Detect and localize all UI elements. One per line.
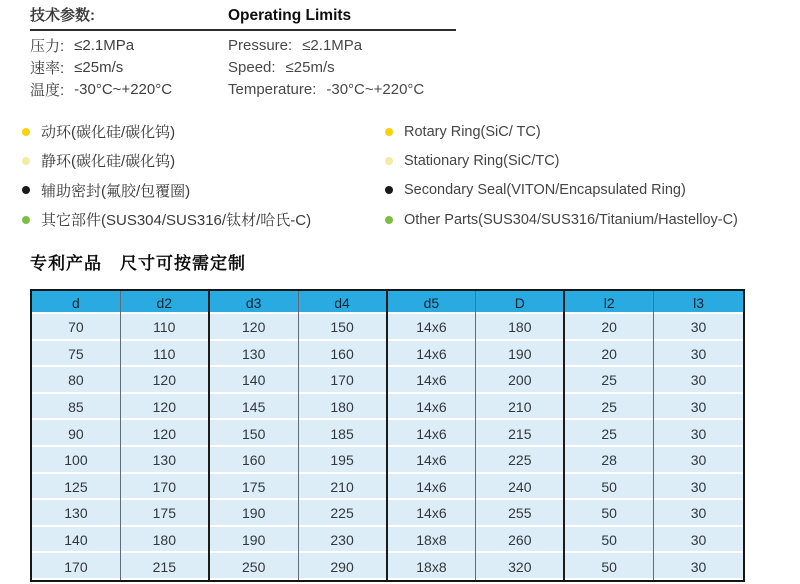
column-header: l2 [565, 291, 654, 314]
limit-label-en: Pressure: [228, 36, 293, 54]
column-header: d4 [299, 291, 388, 314]
bullet-dot-icon [22, 128, 30, 136]
material-item [385, 146, 738, 175]
table-cell: 180 [299, 394, 388, 421]
table-row [32, 394, 743, 421]
limit-row [30, 78, 456, 100]
limit-value-en: -30°C~+220°C [326, 80, 425, 98]
table-heading: 专利产品 尺寸可按需定制 [30, 254, 246, 273]
material-label-zh: 其它部件(SUS304/SUS316/钛材/哈氏-C) [41, 212, 312, 230]
table-cell: 170 [121, 474, 210, 501]
bullet-dot-icon [385, 186, 393, 194]
material-item [22, 205, 311, 234]
material-label-zh: 动环(碳化硅/碳化钨) [41, 124, 176, 142]
limit-label-zh: 温度: [30, 81, 65, 99]
table-row [32, 367, 743, 394]
dimension-table [30, 289, 745, 582]
table-cell: 180 [476, 314, 565, 341]
limit-row [30, 34, 456, 56]
table-cell: 30 [654, 367, 743, 394]
table-cell: 50 [565, 500, 654, 527]
column-header: d [32, 291, 121, 314]
table-cell: 14x6 [388, 341, 477, 368]
table-cell: 110 [121, 314, 210, 341]
table-cell: 255 [476, 500, 565, 527]
table-row [32, 314, 743, 341]
table-cell: 30 [654, 420, 743, 447]
table-cell: 30 [654, 527, 743, 554]
table-cell: 250 [210, 553, 299, 580]
table-cell: 170 [299, 367, 388, 394]
table-cell: 100 [32, 447, 121, 474]
bullet-dot-icon [385, 128, 393, 136]
table-cell: 28 [565, 447, 654, 474]
table-cell: 20 [565, 314, 654, 341]
table-cell: 185 [299, 420, 388, 447]
column-header: l3 [654, 291, 743, 314]
table-cell: 30 [654, 314, 743, 341]
table-cell: 225 [476, 447, 565, 474]
table-cell: 145 [210, 394, 299, 421]
table-cell: 150 [299, 314, 388, 341]
table-header-row [32, 291, 743, 314]
table-cell: 50 [565, 474, 654, 501]
materials-section [0, 117, 800, 237]
limit-en-cell [228, 37, 456, 54]
table-row [32, 420, 743, 447]
table-cell: 175 [210, 474, 299, 501]
table-cell: 25 [565, 420, 654, 447]
table-cell: 30 [654, 553, 743, 580]
material-item [385, 117, 738, 146]
table-cell: 80 [32, 367, 121, 394]
table-cell: 120 [121, 420, 210, 447]
column-header: d2 [121, 291, 210, 314]
table-body [32, 314, 743, 580]
material-item [385, 176, 738, 205]
table-cell: 240 [476, 474, 565, 501]
table-cell: 25 [565, 394, 654, 421]
table-row [32, 341, 743, 368]
bullet-dot-icon [22, 186, 30, 194]
material-item [22, 176, 311, 205]
limit-zh-cell [30, 79, 228, 100]
table-cell: 14x6 [388, 314, 477, 341]
table-row [32, 553, 743, 580]
material-label-en: Other Parts(SUS304/SUS316/Titanium/Hastelloy-C) [404, 211, 738, 228]
table-cell: 190 [210, 500, 299, 527]
table-cell: 140 [210, 367, 299, 394]
materials-list-zh [22, 117, 311, 234]
limit-value-zh: ≤2.1MPa [74, 36, 135, 54]
table-cell: 75 [32, 341, 121, 368]
table-cell: 30 [654, 474, 743, 501]
table-cell: 130 [32, 500, 121, 527]
table-cell: 195 [299, 447, 388, 474]
material-item [22, 117, 311, 146]
section-title-zh: 技术参数: [30, 7, 95, 24]
table-cell: 30 [654, 341, 743, 368]
limit-label-en: Temperature: [228, 80, 317, 98]
materials-list-en [385, 117, 738, 234]
table-cell: 14x6 [388, 420, 477, 447]
table-cell: 180 [121, 527, 210, 554]
limit-value-en: ≤2.1MPa [302, 36, 363, 54]
table-cell: 120 [210, 314, 299, 341]
limit-zh-cell [30, 35, 228, 56]
operating-limits-header [30, 4, 456, 31]
table-cell: 25 [565, 367, 654, 394]
table-cell: 130 [210, 341, 299, 368]
material-label-zh: 辅助密封(氟胶/包覆圈) [41, 182, 191, 200]
table-cell: 320 [476, 553, 565, 580]
table-cell: 18x8 [388, 527, 477, 554]
table-cell: 160 [299, 341, 388, 368]
column-header: d3 [210, 291, 299, 314]
limit-zh-cell [30, 57, 228, 78]
table-cell: 70 [32, 314, 121, 341]
table-cell: 190 [210, 527, 299, 554]
operating-limits-rows [30, 34, 456, 100]
table-cell: 175 [121, 500, 210, 527]
table-cell: 30 [654, 500, 743, 527]
section-title-en: Operating Limits [228, 7, 352, 24]
limit-row [30, 56, 456, 78]
table-cell: 18x8 [388, 553, 477, 580]
bullet-dot-icon [385, 216, 393, 224]
table-cell: 20 [565, 341, 654, 368]
table-cell: 210 [476, 394, 565, 421]
table-cell: 150 [210, 420, 299, 447]
limit-en-cell [228, 81, 456, 98]
table-cell: 14x6 [388, 447, 477, 474]
material-label-en: Secondary Seal(VITON/Encapsulated Ring) [404, 182, 686, 199]
table-cell: 50 [565, 553, 654, 580]
table-cell: 120 [121, 394, 210, 421]
table-cell: 110 [121, 341, 210, 368]
table-cell: 30 [654, 447, 743, 474]
material-label-zh: 静环(碳化硅/碳化钨) [41, 153, 176, 171]
bullet-dot-icon [22, 216, 30, 224]
table-cell: 200 [476, 367, 565, 394]
table-cell: 14x6 [388, 394, 477, 421]
table-row [32, 527, 743, 554]
limit-label-zh: 速率: [30, 59, 65, 77]
bullet-dot-icon [22, 157, 30, 165]
table-cell: 230 [299, 527, 388, 554]
table-row [32, 500, 743, 527]
limit-label-zh: 压力: [30, 37, 65, 55]
table-cell: 90 [32, 420, 121, 447]
column-header: D [476, 291, 565, 314]
table-cell: 130 [121, 447, 210, 474]
table-cell: 215 [121, 553, 210, 580]
column-header: d5 [388, 291, 477, 314]
table-cell: 210 [299, 474, 388, 501]
table-cell: 85 [32, 394, 121, 421]
table-cell: 290 [299, 553, 388, 580]
limit-label-en: Speed: [228, 58, 276, 76]
table-cell: 190 [476, 341, 565, 368]
table-cell: 225 [299, 500, 388, 527]
table-cell: 170 [32, 553, 121, 580]
table-cell: 215 [476, 420, 565, 447]
table-cell: 160 [210, 447, 299, 474]
table-row [32, 474, 743, 501]
limit-value-zh: ≤25m/s [74, 58, 124, 76]
table-cell: 14x6 [388, 474, 477, 501]
material-item [385, 205, 738, 234]
limit-value-en: ≤25m/s [285, 58, 335, 76]
table-cell: 30 [654, 394, 743, 421]
table-row [32, 447, 743, 474]
operating-limits-section [30, 4, 456, 100]
table-cell: 260 [476, 527, 565, 554]
limit-en-cell [228, 59, 456, 76]
table-cell: 140 [32, 527, 121, 554]
table-cell: 14x6 [388, 367, 477, 394]
bullet-dot-icon [385, 157, 393, 165]
material-item [22, 146, 311, 175]
material-label-en: Stationary Ring(SiC/TC) [404, 152, 560, 169]
material-label-en: Rotary Ring(SiC/ TC) [404, 123, 541, 140]
table-cell: 50 [565, 527, 654, 554]
table-cell: 14x6 [388, 500, 477, 527]
limit-value-zh: -30°C~+220°C [74, 80, 173, 98]
table-cell: 125 [32, 474, 121, 501]
table-cell: 120 [121, 367, 210, 394]
